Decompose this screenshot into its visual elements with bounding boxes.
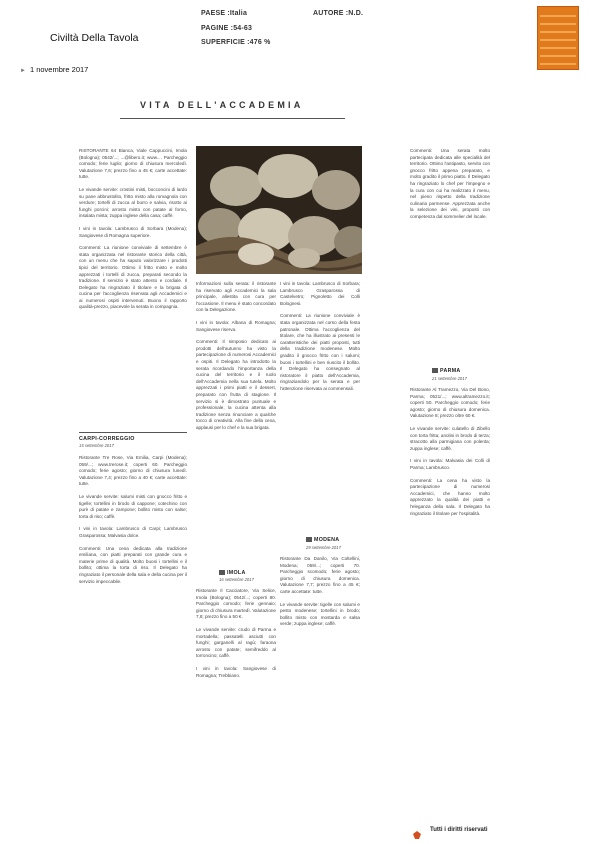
building-icon	[306, 537, 312, 542]
autore-field: AUTORE :N.D.	[313, 10, 364, 17]
article-paragraph: Le vivande servite: salumi misti con gnocco fritto e tigelle; tortellini in brodo di cappone; cotechino con purè di patate e zampone; bollito misto con salse; torta di riso; caffè.	[79, 493, 187, 519]
article-paragraph: Ristorante Al Tramezzo, Via Del Bono, Parma; 0521/...; www.altramezzo.it; coperti 50. Parcheggio comodo; ferie agosto; giorno di chiusura domenica. Valutazione 8; prezzo oltre 60 €.	[410, 387, 490, 419]
article-paragraph: I vini in tavola: Malvasia dei Colli di Parma; Lambrusco.	[410, 458, 490, 470]
location-name: PARMA	[440, 368, 461, 374]
article-paragraph: I vini in tavola: Lambrusco di Sorbara (Modena); Sangiovese di Romagna superiore.	[79, 225, 187, 238]
article-paragraph: Le vivande servite: tigelle con salumi e pesto modenese; tortellini in brodo; bollito misto con mostarda e salsa verde; zuppa inglese; caffè.	[280, 601, 360, 627]
article-paragraph: RISTORANTE 64 Bianca, Viale Cappuccini, Imola (Bologna); 0542/...; ...@libero.it; www.... Parcheggio comodo; ferie luglio; giorno di chiusura mercoledì. Valutazione 7,6; prezzo fino a 45 €; carte accettate: tutte.	[79, 148, 187, 180]
superficie-field: SUPERFICIE :476 %	[201, 39, 271, 46]
column-1-bottom	[79, 455, 187, 815]
location-date: 16 settembre 2017	[219, 577, 254, 582]
article-paragraph: Commenti: Una serata molto partecipata dedicata alle specialità del territorio. Ottimo l'antipasto, servito con gnocco fritto appena preparato, e molto gradito il primo piatto. Il Delegato ha ringraziato lo chef per l'impegno e la cura con cui ha realizzato il menu, nel pieno rispetto della tradizione culinaria parmense. Apprezzata anche la selezione dei vini, proposti con competenza dal sommelier del locale.	[410, 148, 490, 219]
arrow-right-icon: ►	[20, 68, 26, 74]
article-paragraph: Commenti: Una cena dedicata alla tradizione emiliana, con piatti preparati con grande cura e materie prime di qualità. Molto buoni i tortellini e il bollito; ottima la torta di riso. Il Delegato ha ringraziato il personale della sala e della cucina per il servizio impeccabile.	[79, 545, 187, 584]
article-paragraph: I vini in tavola: Albana di Romagna; Sangiovese riserva.	[196, 319, 276, 332]
article-paragraph: I vini in tavola: Lambrusco di Sorbara; Lambrusco Grasparossa di Castelvetro; Pignoletto dei Colli Bolognesi.	[280, 281, 360, 306]
copyright-logo-icon	[413, 826, 421, 834]
location-parma	[432, 368, 461, 374]
article-paragraph: Informazioni sulla serata: il ristorante ha riservato agli Accademici la sala principale, allestita con cura per l'occasione. Il menu è stato concordato con la Delegazione.	[196, 281, 276, 313]
location-date: 21 settembre 2017	[432, 376, 467, 381]
location-divider	[79, 432, 187, 433]
publication-date	[20, 65, 88, 74]
location-date: 15 settembre 2017	[79, 443, 114, 448]
paese-field: PAESE :Italia	[201, 10, 248, 17]
building-icon	[219, 570, 225, 575]
location-carpi-correggio: CARPI-CORREGGIO	[79, 436, 135, 442]
article-paragraph: Ristorante Tre Rose, Via Emilia, Carpi (Modena); 059/...; www.trerose.it; coperti 60. Parcheggio comodo; ferie agosto; giorno di chiusura lunedì. Valutazione 7,4; prezzo fino a 40 €; carte accettate: tutte.	[79, 455, 187, 487]
column-4-parma	[410, 387, 490, 687]
location-name: MODENA	[314, 537, 340, 543]
pumpkins-photo	[196, 146, 362, 274]
article-paragraph: I vini in tavola: Sangiovese di Romagna; Trebbiano.	[196, 665, 276, 678]
article-paragraph: Ristorante Da Danilo, Via Coltellini, Modena; 059/...; coperti 70. Parcheggio scomodo; ferie agosto; giorno di chiusura domenica. Valutazione 7,7; prezzo fino a 45 €; carte accettate: tutte.	[280, 556, 360, 594]
title-divider	[120, 118, 345, 119]
article-paragraph: Ristorante Il Cacciatore, Via Selice, Imola (Bologna); 0542/...; coperti 80. Parcheggio comodo; ferie gennaio; giorno di chiusura martedì. Valutazione 7,8; prezzo fino a 50 €.	[196, 588, 276, 620]
article-paragraph: Le vivande servite: crostini misti, bocconcini di lardo su pane abbrustolito, fritto misto alla romagnola con verdure; tortelli di zucca al burro e salvia, risotto ai funghi porcini; arrosto misto con patate al forno, insalata mista; zuppa inglese della casa; caffè.	[79, 186, 187, 219]
date-text: 1 novembre 2017	[29, 65, 89, 74]
column-3-bottom	[280, 281, 360, 536]
column-3-modena	[280, 556, 360, 746]
location-date: 29 settembre 2017	[306, 545, 341, 550]
article-paragraph: Le vivande servite: crudo di Parma e mortadella; passatelli asciutti con funghi; garganelli al ragù; faraona arrosto con patate; semifreddo al torroncino; caffè.	[196, 626, 276, 659]
column-4-top	[410, 148, 490, 346]
article-paragraph: Commenti: La riunione conviviale di settembre è stata organizzata nel ristorante storico della città, con un menu che ha saputo valorizzare i prodotti tipici del territorio. Ottimo il fritto misto e molto apprezzati i tortelli di zucca, preparati secondo la tradizione. Il servizio è stato attento e cordiale. Il Delegato ha ringraziato il titolare e la brigata di cucina per l'accoglienza riservata agli Accademici e ai numerosi ospiti intervenuti. Buono il rapporto qualità-prezzo, piacevole la serata in compagnia.	[79, 245, 187, 310]
article-paragraph: Le vivande servite: culatello di Zibello con torta fritta; anolini in brodo di terza; stracotto alla parmigiana con polenta; zuppa inglese; caffè.	[410, 425, 490, 451]
article-paragraph: Commenti: Il simposio dedicato ai prodotti dell'autunno ha visto la partecipazione di numerosi Accademici e ospiti. Il Delegato ha introdotto la serata ricordando l'importanza della cucina del territorio e il ruolo dell'Accademia nella sua tutela. Molto apprezzati i primi piatti e il dessert, preparato con frutta di stagione. Il servizio si è dimostrato puntuale e professionale, la cucina attenta alla tradizione senza rinunciare a qualche tocco di creatività. Alla fine della cena, applausi per lo chef e la sua brigata.	[196, 339, 276, 430]
column-2-bottom	[196, 281, 276, 567]
publication-name: Civiltà Della Tavola	[50, 32, 139, 44]
page-thumbnail[interactable]	[537, 6, 579, 70]
pagine-field: PAGINE :54-63	[201, 25, 253, 32]
building-icon	[432, 368, 438, 373]
article-paragraph: Commenti: La riunione conviviale è stata organizzata nel corso della festa patronale. Ottima l'accoglienza del titolare, che ha illustrato ai presenti le caratteristiche dei piatti proposti, tutti della tradizione modenese. Molto gradito il gnocco fritto con i salumi; buoni i tortellini e ben riuscito il bollito. Il Delegato ha consegnato al ristoratore il piatto dell'Accademia, ringraziandolo per la serata e per l'attenzione riservata ai commensali.	[280, 313, 360, 391]
article-paragraph: I vini in tavola: Lambrusco di Carpi; Lambrusco Grasparossa; Malvasia dolce.	[79, 526, 187, 538]
location-name: IMOLA	[227, 570, 246, 576]
location-modena	[306, 537, 339, 543]
rights-notice: Tutti i diritti riservati	[430, 827, 488, 833]
column-2-imola	[196, 588, 276, 753]
section-title: VITA DELL'ACCADEMIA	[140, 100, 304, 110]
location-imola	[219, 570, 246, 576]
column-1-top	[79, 148, 187, 400]
article-paragraph: Commenti: La cena ha visto la partecipazione di numerosi Accademici, che hanno molto apprezzato la qualità dei piatti e l'eleganza della sala. Il Delegato ha ringraziato il titolare per l'ospitalità.	[410, 477, 490, 516]
